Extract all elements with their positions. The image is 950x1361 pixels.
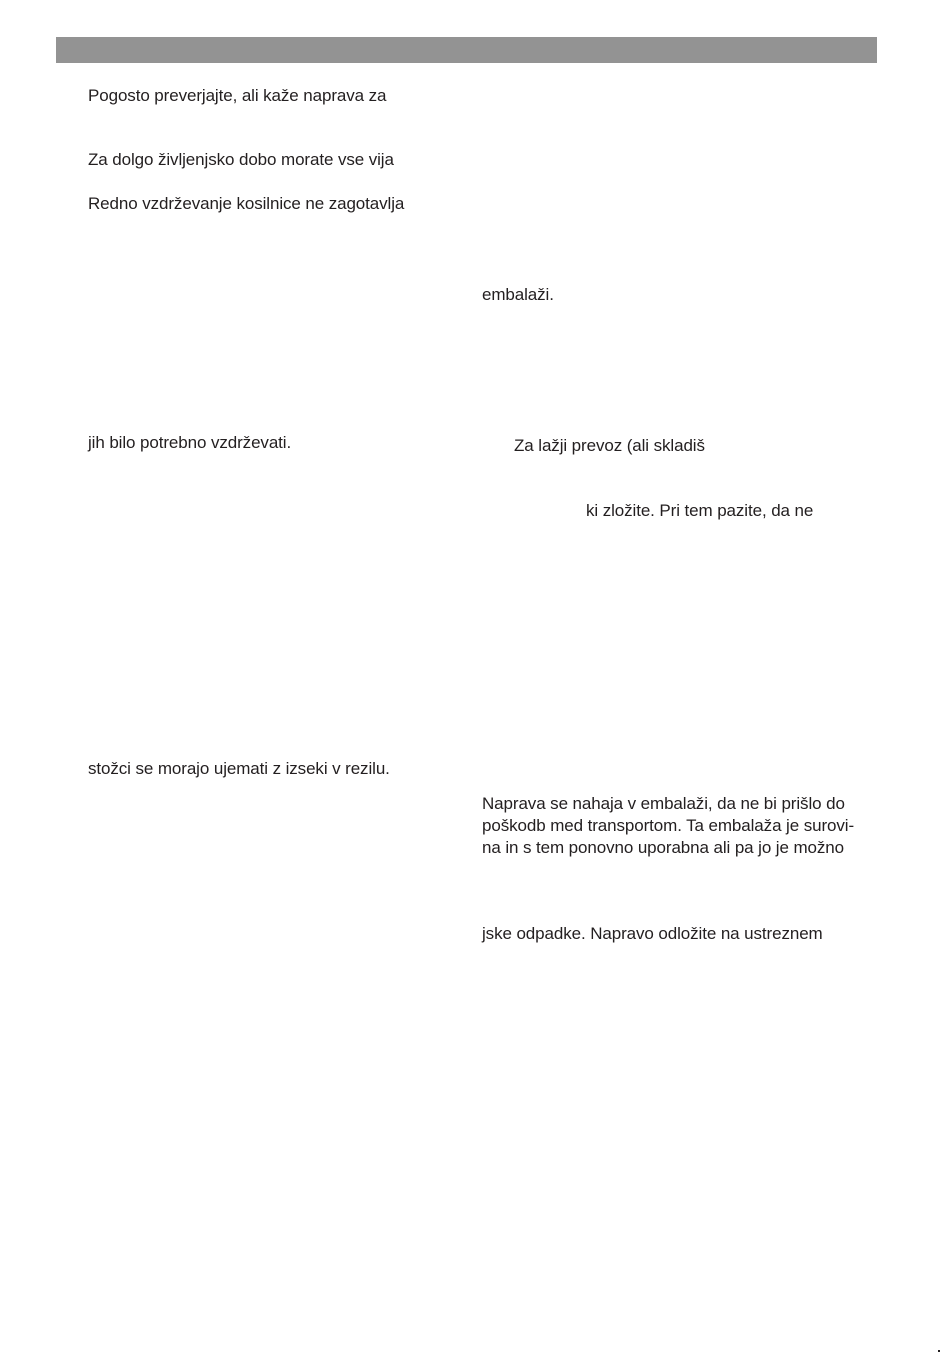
section-header-bar bbox=[56, 37, 877, 63]
left-text-line: stožci se morajo ujemati z izseki v rezilu. bbox=[88, 759, 390, 778]
left-text-line: jih bilo potrebno vzdrževati. bbox=[88, 433, 292, 452]
right-text-line: jske odpadke. Napravo odložite na ustreznem bbox=[482, 924, 823, 943]
paragraph-line: Naprava se nahaja v embalaži, da ne bi prišlo do bbox=[482, 794, 845, 813]
left-text-line: Pogosto preverjajte, ali kaže naprava za bbox=[88, 86, 387, 105]
packaging-paragraph bbox=[482, 793, 854, 859]
paragraph-line: poškodb med transportom. Ta embalaža je surovi- bbox=[482, 816, 855, 835]
right-text-line: ki zložite. Pri tem pazite, da ne bbox=[586, 501, 814, 520]
right-text-line: Za lažji prevoz (ali skladiš bbox=[514, 436, 705, 455]
paragraph-line: na in s tem ponovno uporabna ali pa jo je možno bbox=[482, 838, 844, 857]
left-text-line: Redno vzdrževanje kosilnice ne zagotavlja bbox=[88, 194, 405, 213]
page-corner-mark bbox=[938, 1350, 940, 1352]
right-text-line: embalaži. bbox=[482, 285, 554, 304]
left-text-line: Za dolgo življenjsko dobo morate vse vija bbox=[88, 150, 394, 169]
